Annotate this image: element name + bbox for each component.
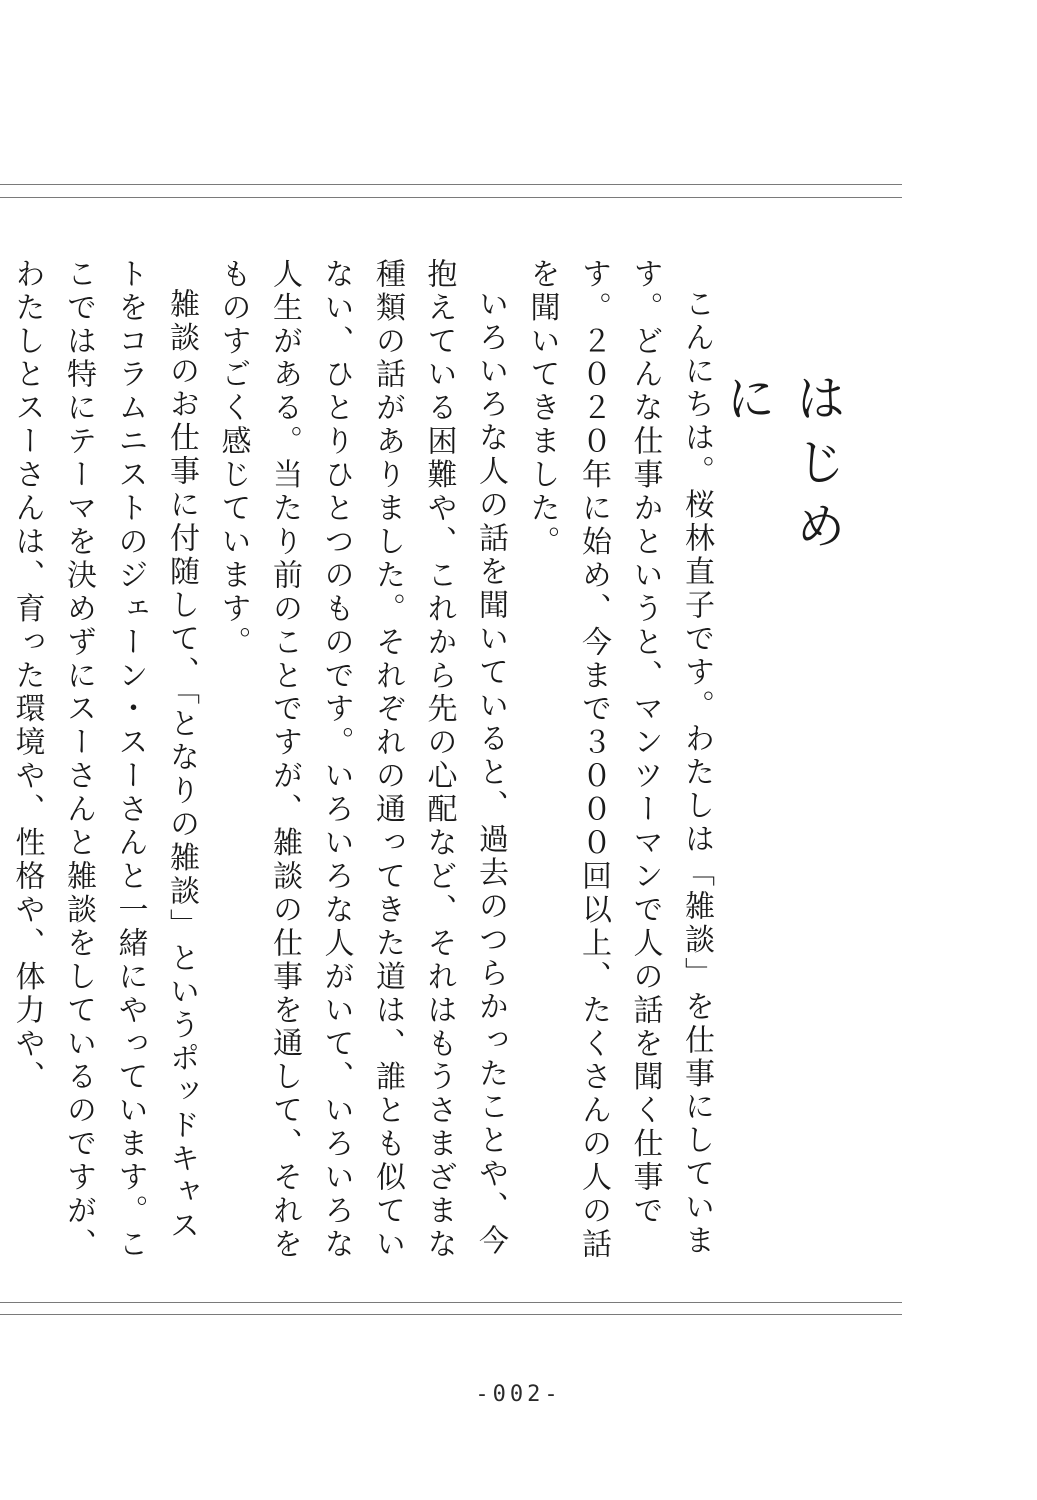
- paragraph-3: 雑談のお仕事に付随して、「となりの雑談」というポッドキャストをコラムニストのジェーン・スーさんと一緒にやっています。ここでは特にテーマを決めずにスーさんと雑談をしているのですが、わたしとスーさんは、育った環境や、性格や、体力や、: [9, 258, 199, 1262]
- paragraph-2: いろいろな人の話を聞いていると、過去のつらかったことや、今抱えている困難や、これから先の心配など、それはもうさまざまな種類の話がありました。それぞれの通ってきた道は、誰とも似ていない、ひとりひとつのものです。いろいろな人がいて、いろいろな人生がある。当たり前のことですが、雑談の仕事を通して、それをものすごく感じています。: [215, 258, 508, 1262]
- bottom-rule-inner: [0, 1314, 902, 1315]
- paragraph-1: こんにちは。桜林直子です。わたしは「雑談」を仕事にしています。どんな仕事かというと、マンツーマンで人の話を聞く仕事です。２０２０年に始め、今まで３０００回以上、たくさんの人の話を聞いてきました。: [524, 258, 714, 1262]
- bottom-rule-outer: [0, 1302, 902, 1303]
- body-text: [0, 258, 722, 1268]
- top-rule-outer: [0, 184, 902, 185]
- chapter-title: はじめに: [718, 372, 846, 564]
- top-rule-inner: [0, 197, 902, 198]
- page-number: -002-: [475, 1382, 562, 1407]
